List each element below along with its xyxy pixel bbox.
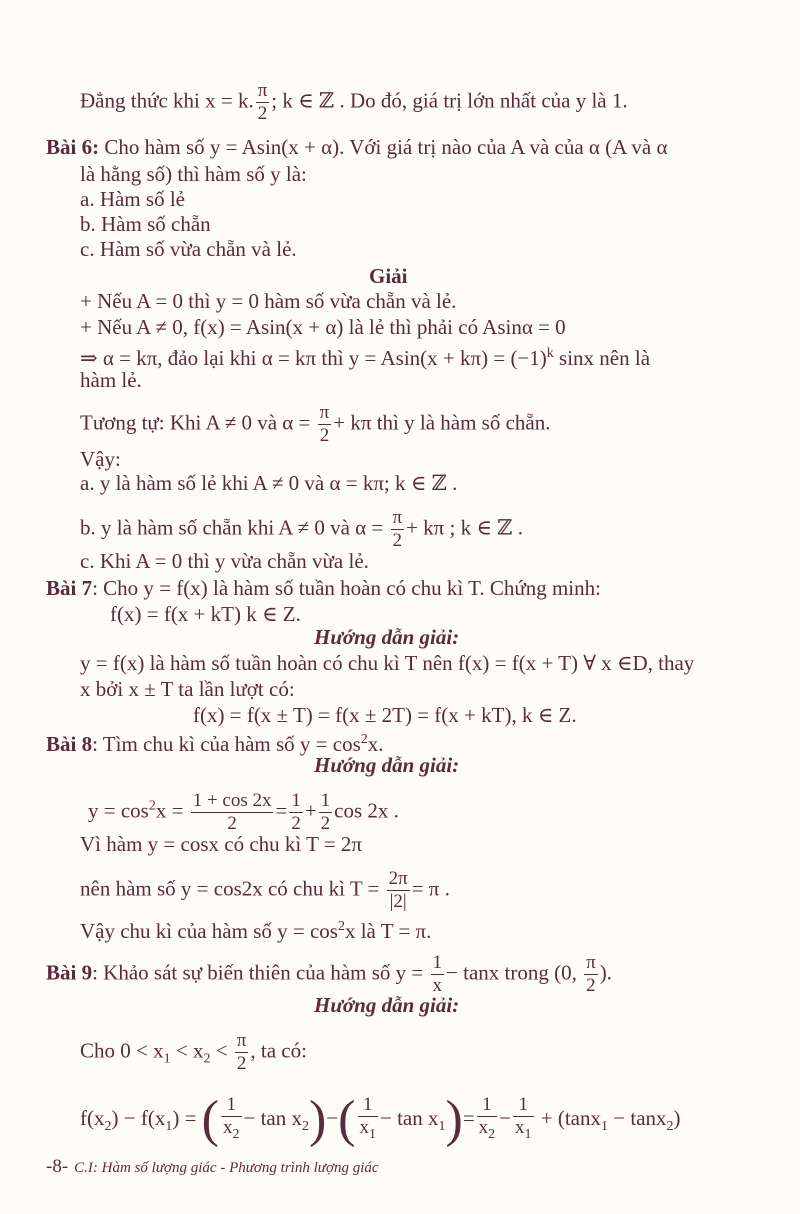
guide-8-line-3: nên hàm số y = cos2x có chu kì T = $\frac{2\pi}{|2|}$ = π . (80, 868, 450, 912)
guide-heading-7: Hướng dẫn giải: (314, 625, 460, 649)
conclusion-c: c. Khi A = 0 thì y vừa chẵn vừa lẻ. (80, 549, 369, 573)
exercise-6: Bài 6: Cho hàm số y = Asin(x + α). Với giá trị nào của A và của α (A và α (46, 135, 668, 159)
exercise-6-b: b. Hàm số chẵn (80, 212, 211, 236)
conclusion-b: b. y là hàm số chẵn khi A ≠ 0 và α = $\frac{\pi}{2}$ + kπ ; k ∈ ℤ . (80, 507, 523, 551)
conclusion-a: a. y là hàm số lẻ khi A ≠ 0 và α = kπ; k ∈ ℤ . (80, 471, 458, 495)
guide-9-formula: $f(x_2) - f(x_1)$ = ( $\frac{1}{x_2}$ − $\tan x_2)-$( $\frac{1}{x_1}$ − $\tan x_1)=$ $\frac{1}{x_2}$ − $\frac{1}{x_1}$ + (tanx$_1$ − tanx$_2$) (80, 1091, 681, 1149)
solution-line-1: + Nếu A = 0 thì y = 0 hàm số vừa chẵn và lẻ. (80, 289, 457, 313)
exercise-7-equation: f(x) = f(x + kT) k ∈ Z. (110, 602, 301, 626)
solution-line-5: Tương tự: Khi A ≠ 0 và α = $\frac{\pi}{2}$ + kπ thì y là hàm số chẵn. (80, 402, 551, 446)
guide-7-line-3: f(x) = f(x ± T) = f(x ± 2T) = f(x + kT), k ∈ Z. (193, 703, 577, 727)
exercise-8: Bài 8: Tìm chu kì của hàm số $y = \cos^2x$. (46, 732, 384, 756)
page-footer (46, 1156, 379, 1178)
exercise-9: Bài 9: Khảo sát sự biến thiên của hàm số y = $\frac{1}{x}$ − tanx trong (0, $\frac{\pi}{2}$ ). (46, 952, 612, 996)
exercise-6-a: a. Hàm số lẻ (80, 187, 185, 211)
guide-8-line-4: Vậy chu kì của hàm số $y = \cos^2x$ là T = π. (80, 919, 432, 943)
guide-7-line-2: x bởi x ± T ta lần lượt có: (80, 677, 295, 701)
page-number: -8- (46, 1156, 69, 1177)
guide-8-line-2: Vì hàm y = cosx có chu kì T = 2π (80, 832, 362, 856)
equality-line: Đẳng thức khi x = k. $\frac{\pi}{2}$ ; k ∈ ℤ . Do đó, giá trị lớn nhất của y là 1. (80, 80, 628, 124)
exercise-6-label: Bài 6: (46, 135, 100, 159)
chapter-title: C.I: Hàm số lượng giác - Phương trình lượng giác (74, 1160, 379, 1176)
guide-heading-9: Hướng dẫn giải: (314, 993, 460, 1017)
guide-8-formula: $y = \cos^2x$ = $\frac{1 + \cos 2x}{2}$ = $\frac{1}{2}$ + $\frac{1}{2}$ cos 2x . (88, 790, 399, 834)
solution-line-2: + Nếu A ≠ 0, f(x) = Asin(x + α) là lẻ thì phải có Asinα = 0 (80, 315, 566, 339)
solution-line-4: hàm lẻ. (80, 368, 142, 392)
exercise-6-c: c. Hàm số vừa chẵn và lẻ. (80, 237, 297, 261)
exercise-6-line2: là hằng số) thì hàm số y là: (80, 162, 307, 186)
fraction-pi-over-2: $\frac{\pi}{2}$ (257, 80, 268, 124)
solution-line-3: ⇒ α = kπ, đảo lại khi α = kπ thì $y = Asin(x + k\pi) = (-1)^k$ sinx nên là (80, 346, 651, 370)
guide-heading-8: Hướng dẫn giải: (314, 753, 460, 777)
conclusion-heading: Vậy: (80, 447, 121, 471)
guide-7-line-1: y = f(x) là hàm số tuần hoàn có chu kì T nên f(x) = f(x + T) ∀ x ∈D, thay (80, 651, 695, 675)
solution-heading: Giải (369, 264, 408, 288)
guide-9-line-1: Cho $0 < x_1 < x_2$ < $\frac{\pi}{2}$ , ta có: (80, 1030, 307, 1074)
exercise-7: Bài 7: Cho y = f(x) là hàm số tuần hoàn có chu kì T. Chứng minh: (46, 576, 601, 600)
